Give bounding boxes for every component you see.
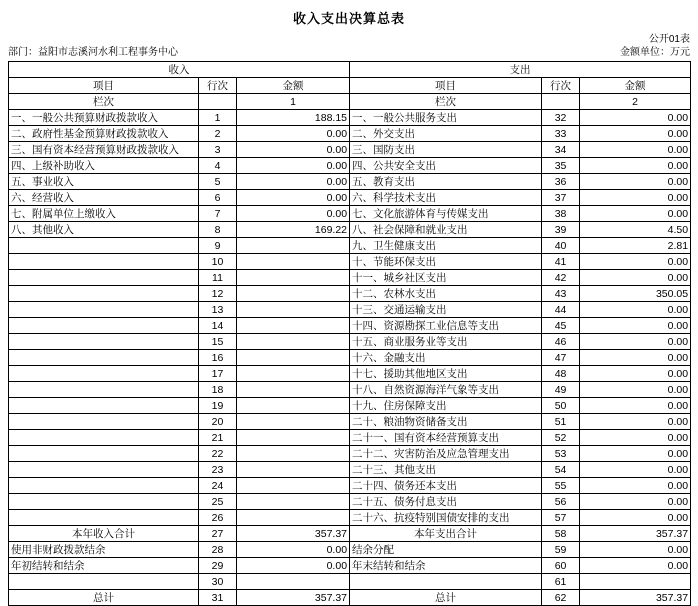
table-row [9, 222, 691, 238]
expense-item: 九、卫生健康支出 [350, 238, 542, 254]
page-title: 收入支出决算总表 [292, 11, 405, 26]
income-amount [237, 430, 350, 446]
expense-item: 二十一、国有资本经营预算支出 [350, 430, 542, 446]
expense-item: 六、科学技术支出 [350, 190, 542, 206]
meta-row [8, 33, 690, 59]
expense-rowno: 42 [542, 270, 580, 286]
header-expense-collabel: 栏次 [350, 94, 542, 110]
income-rowno: 20 [199, 414, 237, 430]
expense-item: 十三、交通运输支出 [350, 302, 542, 318]
income-rowno: 11 [199, 270, 237, 286]
department-label: 部门： [8, 47, 38, 58]
expense-item: 二十六、抗疫特别国债安排的支出 [350, 510, 542, 526]
expense-rowno: 61 [542, 574, 580, 590]
header-income-item: 项目 [9, 78, 199, 94]
income-item [9, 286, 199, 302]
expense-amount: 0.00 [580, 302, 691, 318]
expense-rowno: 37 [542, 190, 580, 206]
expense-amount: 0.00 [580, 430, 691, 446]
income-item: 八、其他收入 [9, 222, 199, 238]
grand-total-amount-right: 357.37 [580, 590, 691, 606]
income-amount [237, 286, 350, 302]
income-amount: 169.22 [237, 222, 350, 238]
expense-item: 二十三、其他支出 [350, 462, 542, 478]
header-expense-rowno: 行次 [542, 78, 580, 94]
income-rowno: 4 [199, 158, 237, 174]
expense-item: 十、节能环保支出 [350, 254, 542, 270]
expense-item: 十二、农林水支出 [350, 286, 542, 302]
expense-amount: 0.00 [580, 334, 691, 350]
income-rowno: 6 [199, 190, 237, 206]
table-row [9, 478, 691, 494]
table-row [9, 510, 691, 526]
table-row [9, 270, 691, 286]
expense-rowno: 56 [542, 494, 580, 510]
expense-item: 十九、住房保障支出 [350, 398, 542, 414]
table-header-colnums [9, 94, 691, 110]
income-amount [237, 510, 350, 526]
expense-rowno: 36 [542, 174, 580, 190]
expense-amount: 0.00 [580, 174, 691, 190]
table-row [9, 254, 691, 270]
expense-amount: 0.00 [580, 270, 691, 286]
expense-total-amount: 357.37 [580, 526, 691, 542]
income-amount [237, 270, 350, 286]
table-row [9, 382, 691, 398]
expense-rowno: 55 [542, 478, 580, 494]
income-rowno: 13 [199, 302, 237, 318]
income-item [9, 302, 199, 318]
header-income-colnum-blank [199, 94, 237, 110]
income-rowno: 19 [199, 398, 237, 414]
expense-amount: 0.00 [580, 318, 691, 334]
department-line [8, 46, 178, 59]
expense-amount [580, 574, 691, 590]
expense-amount: 0.00 [580, 494, 691, 510]
expense-item: 十五、商业服务业等支出 [350, 334, 542, 350]
grand-total-amount-left: 357.37 [237, 590, 350, 606]
expense-total-label: 本年支出合计 [350, 526, 542, 542]
income-amount: 0.00 [237, 174, 350, 190]
expense-rowno: 57 [542, 510, 580, 526]
income-amount [237, 318, 350, 334]
expense-amount: 0.00 [580, 558, 691, 574]
income-amount: 0.00 [237, 542, 350, 558]
table-row [9, 238, 691, 254]
expense-amount: 4.50 [580, 222, 691, 238]
income-item: 一、一般公共预算财政拨款收入 [9, 110, 199, 126]
table-row [9, 318, 691, 334]
expense-amount: 0.00 [580, 126, 691, 142]
income-item [9, 270, 199, 286]
header-expense-group: 支出 [350, 62, 691, 78]
table-row [9, 558, 691, 574]
expense-rowno: 44 [542, 302, 580, 318]
table-row [9, 462, 691, 478]
table-header-group [9, 62, 691, 78]
expense-amount: 0.00 [580, 510, 691, 526]
expense-rowno: 35 [542, 158, 580, 174]
table-row [9, 334, 691, 350]
expense-item: 十四、资源勘探工业信息等支出 [350, 318, 542, 334]
expense-total-rowno: 58 [542, 526, 580, 542]
expense-item: 三、国防支出 [350, 142, 542, 158]
budget-table [8, 61, 691, 606]
expense-rowno: 33 [542, 126, 580, 142]
header-income-group: 收入 [9, 62, 350, 78]
income-item [9, 574, 199, 590]
expense-item: 十七、援助其他地区支出 [350, 366, 542, 382]
income-total-label: 本年收入合计 [9, 526, 199, 542]
expense-rowno: 40 [542, 238, 580, 254]
income-amount [237, 238, 350, 254]
income-rowno: 3 [199, 142, 237, 158]
income-rowno: 29 [199, 558, 237, 574]
income-item: 四、上级补助收入 [9, 158, 199, 174]
expense-item: 十六、金融支出 [350, 350, 542, 366]
expense-rowno: 60 [542, 558, 580, 574]
income-item [9, 510, 199, 526]
income-rowno: 28 [199, 542, 237, 558]
income-amount [237, 414, 350, 430]
income-item: 使用非财政拨款结余 [9, 542, 199, 558]
income-rowno: 21 [199, 430, 237, 446]
expense-amount: 0.00 [580, 142, 691, 158]
expense-amount: 0.00 [580, 110, 691, 126]
header-expense-colnum-blank [542, 94, 580, 110]
income-amount [237, 382, 350, 398]
income-item [9, 462, 199, 478]
expense-rowno: 46 [542, 334, 580, 350]
income-amount [237, 462, 350, 478]
header-expense-amount: 金额 [580, 78, 691, 94]
header-expense-item: 项目 [350, 78, 542, 94]
income-amount: 0.00 [237, 206, 350, 222]
grand-total-label-left: 总计 [9, 590, 199, 606]
income-item: 年初结转和结余 [9, 558, 199, 574]
expense-amount: 0.00 [580, 446, 691, 462]
income-item [9, 414, 199, 430]
income-amount: 0.00 [237, 558, 350, 574]
expense-rowno: 54 [542, 462, 580, 478]
table-row [9, 142, 691, 158]
expense-rowno: 38 [542, 206, 580, 222]
income-rowno: 18 [199, 382, 237, 398]
income-rowno: 30 [199, 574, 237, 590]
expense-item: 十一、城乡社区支出 [350, 270, 542, 286]
income-item [9, 318, 199, 334]
expense-rowno: 49 [542, 382, 580, 398]
expense-rowno: 45 [542, 318, 580, 334]
header-income-amount: 金额 [237, 78, 350, 94]
income-amount [237, 574, 350, 590]
income-rowno: 2 [199, 126, 237, 142]
income-rowno: 25 [199, 494, 237, 510]
income-amount [237, 494, 350, 510]
income-item: 七、附属单位上缴收入 [9, 206, 199, 222]
income-item [9, 398, 199, 414]
grand-total-rowno-left: 31 [199, 590, 237, 606]
table-row [9, 126, 691, 142]
income-item [9, 254, 199, 270]
form-code: 公开01表 [648, 34, 690, 45]
expense-amount: 0.00 [580, 398, 691, 414]
expense-item [350, 574, 542, 590]
income-rowno: 16 [199, 350, 237, 366]
table-row [9, 190, 691, 206]
expense-item: 二十、粮油物资储备支出 [350, 414, 542, 430]
expense-amount: 0.00 [580, 206, 691, 222]
expense-amount: 2.81 [580, 238, 691, 254]
meta-right [620, 33, 690, 59]
income-item [9, 478, 199, 494]
income-amount: 188.15 [237, 110, 350, 126]
amount-unit: 金额单位：万元 [620, 47, 690, 58]
income-rowno: 23 [199, 462, 237, 478]
expense-rowno: 41 [542, 254, 580, 270]
expense-item: 结余分配 [350, 542, 542, 558]
expense-item: 二十二、灾害防治及应急管理支出 [350, 446, 542, 462]
expense-rowno: 48 [542, 366, 580, 382]
income-amount [237, 254, 350, 270]
table-row [9, 110, 691, 126]
expense-amount: 0.00 [580, 478, 691, 494]
expense-rowno: 34 [542, 142, 580, 158]
expense-amount: 0.00 [580, 158, 691, 174]
grand-total-rowno-right: 62 [542, 590, 580, 606]
income-amount [237, 334, 350, 350]
table-row-grand-total [9, 590, 691, 606]
expense-rowno: 50 [542, 398, 580, 414]
expense-amount: 0.00 [580, 382, 691, 398]
income-rowno: 15 [199, 334, 237, 350]
department-name: 益阳市志溪河水利工程事务中心 [38, 47, 178, 58]
header-income-colnum: 1 [237, 94, 350, 110]
expense-rowno: 53 [542, 446, 580, 462]
table-row [9, 398, 691, 414]
income-rowno: 7 [199, 206, 237, 222]
income-amount: 0.00 [237, 190, 350, 206]
expense-amount: 0.00 [580, 366, 691, 382]
table-row-total [9, 526, 691, 542]
table-row [9, 414, 691, 430]
income-item: 二、政府性基金预算财政拨款收入 [9, 126, 199, 142]
table-row [9, 158, 691, 174]
income-amount: 0.00 [237, 142, 350, 158]
income-item: 三、国有资本经营预算财政拨款收入 [9, 142, 199, 158]
table-row [9, 350, 691, 366]
income-amount [237, 478, 350, 494]
header-income-collabel: 栏次 [9, 94, 199, 110]
income-rowno: 1 [199, 110, 237, 126]
expense-rowno: 32 [542, 110, 580, 126]
expense-amount: 0.00 [580, 414, 691, 430]
expense-item: 五、教育支出 [350, 174, 542, 190]
table-row [9, 542, 691, 558]
income-item [9, 494, 199, 510]
expense-amount: 350.05 [580, 286, 691, 302]
income-rowno: 5 [199, 174, 237, 190]
income-amount [237, 366, 350, 382]
income-rowno: 24 [199, 478, 237, 494]
income-item [9, 446, 199, 462]
expense-item: 八、社会保障和就业支出 [350, 222, 542, 238]
income-item [9, 382, 199, 398]
income-rowno: 8 [199, 222, 237, 238]
expense-rowno: 52 [542, 430, 580, 446]
expense-rowno: 59 [542, 542, 580, 558]
income-rowno: 14 [199, 318, 237, 334]
income-total-amount: 357.37 [237, 526, 350, 542]
expense-rowno: 47 [542, 350, 580, 366]
income-rowno: 22 [199, 446, 237, 462]
expense-item: 七、文化旅游体育与传媒支出 [350, 206, 542, 222]
income-item [9, 430, 199, 446]
table-row [9, 174, 691, 190]
expense-amount: 0.00 [580, 350, 691, 366]
expense-amount: 0.00 [580, 542, 691, 558]
income-amount [237, 350, 350, 366]
income-amount [237, 446, 350, 462]
income-amount [237, 398, 350, 414]
expense-item: 二十四、债务还本支出 [350, 478, 542, 494]
expense-amount: 0.00 [580, 462, 691, 478]
table-row [9, 206, 691, 222]
income-item [9, 334, 199, 350]
table-row [9, 286, 691, 302]
income-item [9, 238, 199, 254]
income-item [9, 350, 199, 366]
income-amount: 0.00 [237, 158, 350, 174]
table-row [9, 430, 691, 446]
expense-rowno: 39 [542, 222, 580, 238]
income-amount [237, 302, 350, 318]
income-item [9, 366, 199, 382]
income-rowno: 17 [199, 366, 237, 382]
expense-item: 一、一般公共服务支出 [350, 110, 542, 126]
income-rowno: 9 [199, 238, 237, 254]
table-row [9, 366, 691, 382]
header-income-rowno: 行次 [199, 78, 237, 94]
expense-rowno: 51 [542, 414, 580, 430]
table-row [9, 446, 691, 462]
table-row [9, 302, 691, 318]
income-rowno: 26 [199, 510, 237, 526]
income-item: 五、事业收入 [9, 174, 199, 190]
expense-item: 十八、自然资源海洋气象等支出 [350, 382, 542, 398]
table-row [9, 494, 691, 510]
expense-item: 二、外交支出 [350, 126, 542, 142]
income-total-rowno: 27 [199, 526, 237, 542]
income-rowno: 12 [199, 286, 237, 302]
expense-amount: 0.00 [580, 254, 691, 270]
income-item: 六、经营收入 [9, 190, 199, 206]
income-amount: 0.00 [237, 126, 350, 142]
expense-item: 年末结转和结余 [350, 558, 542, 574]
expense-amount: 0.00 [580, 190, 691, 206]
table-body [9, 62, 691, 606]
expense-item: 二十五、债务付息支出 [350, 494, 542, 510]
income-rowno: 10 [199, 254, 237, 270]
table-row [9, 574, 691, 590]
table-header-columns [9, 78, 691, 94]
expense-rowno: 43 [542, 286, 580, 302]
expense-item: 四、公共安全支出 [350, 158, 542, 174]
header-expense-colnum: 2 [580, 94, 691, 110]
grand-total-label-right: 总计 [350, 590, 542, 606]
